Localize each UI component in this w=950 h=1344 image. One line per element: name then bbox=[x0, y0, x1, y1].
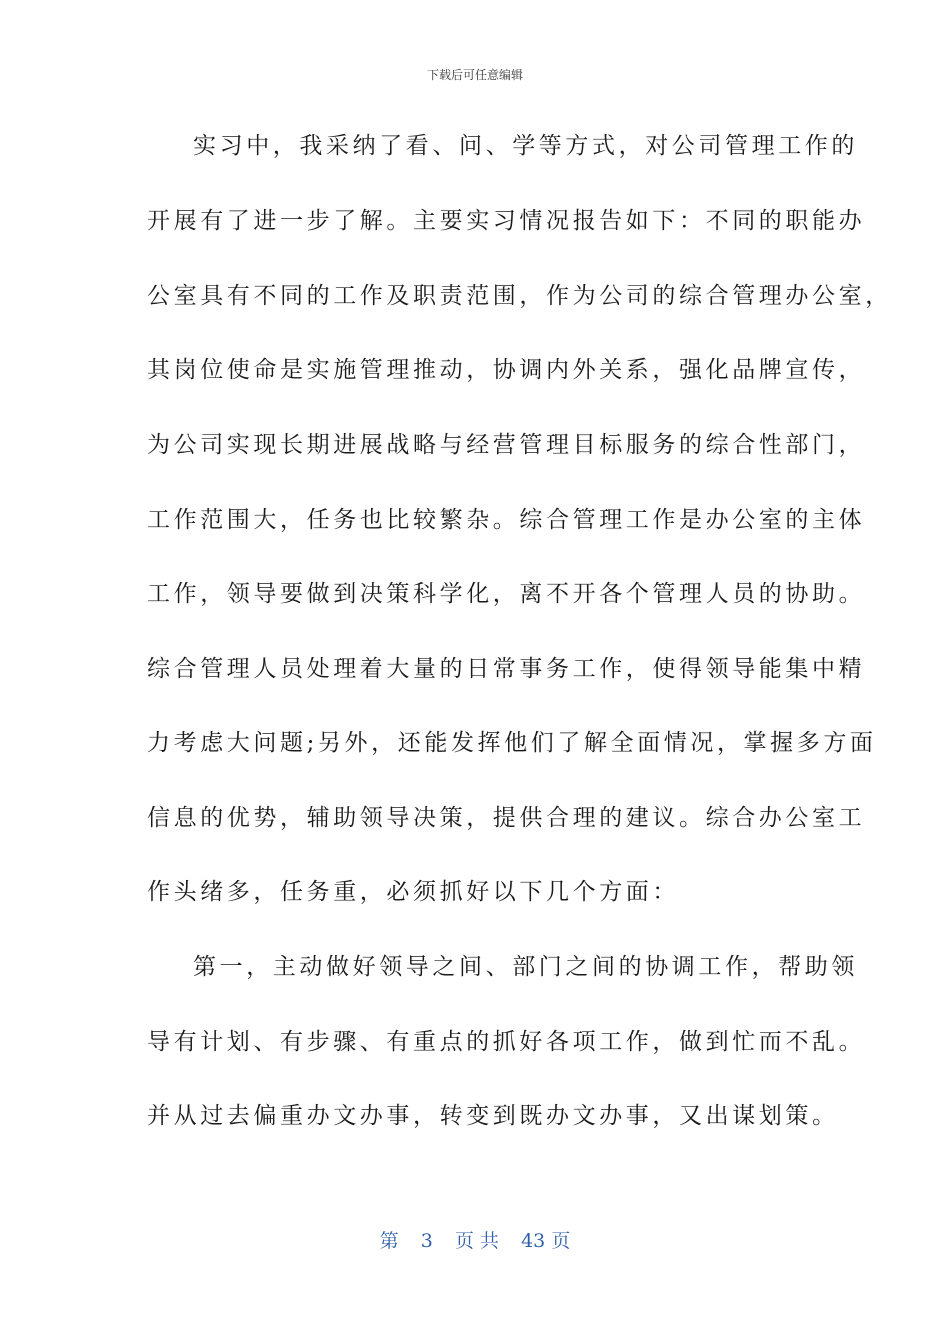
footer-prefix: 第 bbox=[379, 1230, 399, 1252]
paragraph-2-line-3: 并从过去偏重办文办事，转变到既办文办事，又出谋划策。 bbox=[147, 1103, 839, 1129]
paragraph-1-line-6: 工作范围大，任务也比较繁杂。综合管理工作是办公室的主体 bbox=[147, 507, 866, 533]
footer-current-page: 3 bbox=[420, 1230, 433, 1252]
paragraph-1-line-4: 其岗位使命是实施管理推动，协调内外关系，强化品牌宣传， bbox=[147, 357, 866, 383]
paragraph-1-line-7: 工作，领导要做到决策科学化，离不开各个管理人员的协助。 bbox=[147, 581, 866, 607]
paragraph-1-line-5: 为公司实现长期进展战略与经营管理目标服务的综合性部门， bbox=[147, 432, 866, 458]
paragraph-1-line-11: 作头绪多，任务重，必须抓好以下几个方面： bbox=[147, 879, 679, 905]
footer-total-pages: 43 bbox=[521, 1230, 546, 1252]
paragraph-2-line-2: 导有计划、有步骤、有重点的抓好各项工作，做到忙而不乱。 bbox=[147, 1029, 866, 1055]
paragraph-1-line-1: 实习中，我采纳了看、问、学等方式，对公司管理工作的 bbox=[193, 133, 858, 159]
paragraph-1-line-9: 力考虑大问题;另外，还能发挥他们了解全面情况，掌握多方面 bbox=[147, 730, 877, 756]
paragraph-1-line-10: 信息的优势，辅助领导决策，提供合理的建议。综合办公室工 bbox=[147, 805, 866, 831]
paragraph-1-line-8: 综合管理人员处理着大量的日常事务工作，使得领导能集中精 bbox=[147, 656, 866, 682]
footer-middle: 页 共 bbox=[454, 1230, 499, 1252]
paragraph-1-line-3: 公室具有不同的工作及职责范围，作为公司的综合管理办公室， bbox=[147, 283, 892, 309]
page-number-footer bbox=[0, 1226, 950, 1253]
paragraph-1-line-2: 开展有了进一步了解。主要实习情况报告如下：不同的职能办 bbox=[147, 208, 866, 234]
page-header-note: 下载后可任意编辑 bbox=[426, 68, 523, 82]
footer-suffix: 页 bbox=[551, 1230, 571, 1252]
paragraph-2-line-1: 第一，主动做好领导之间、部门之间的协调工作，帮助领 bbox=[193, 954, 858, 980]
